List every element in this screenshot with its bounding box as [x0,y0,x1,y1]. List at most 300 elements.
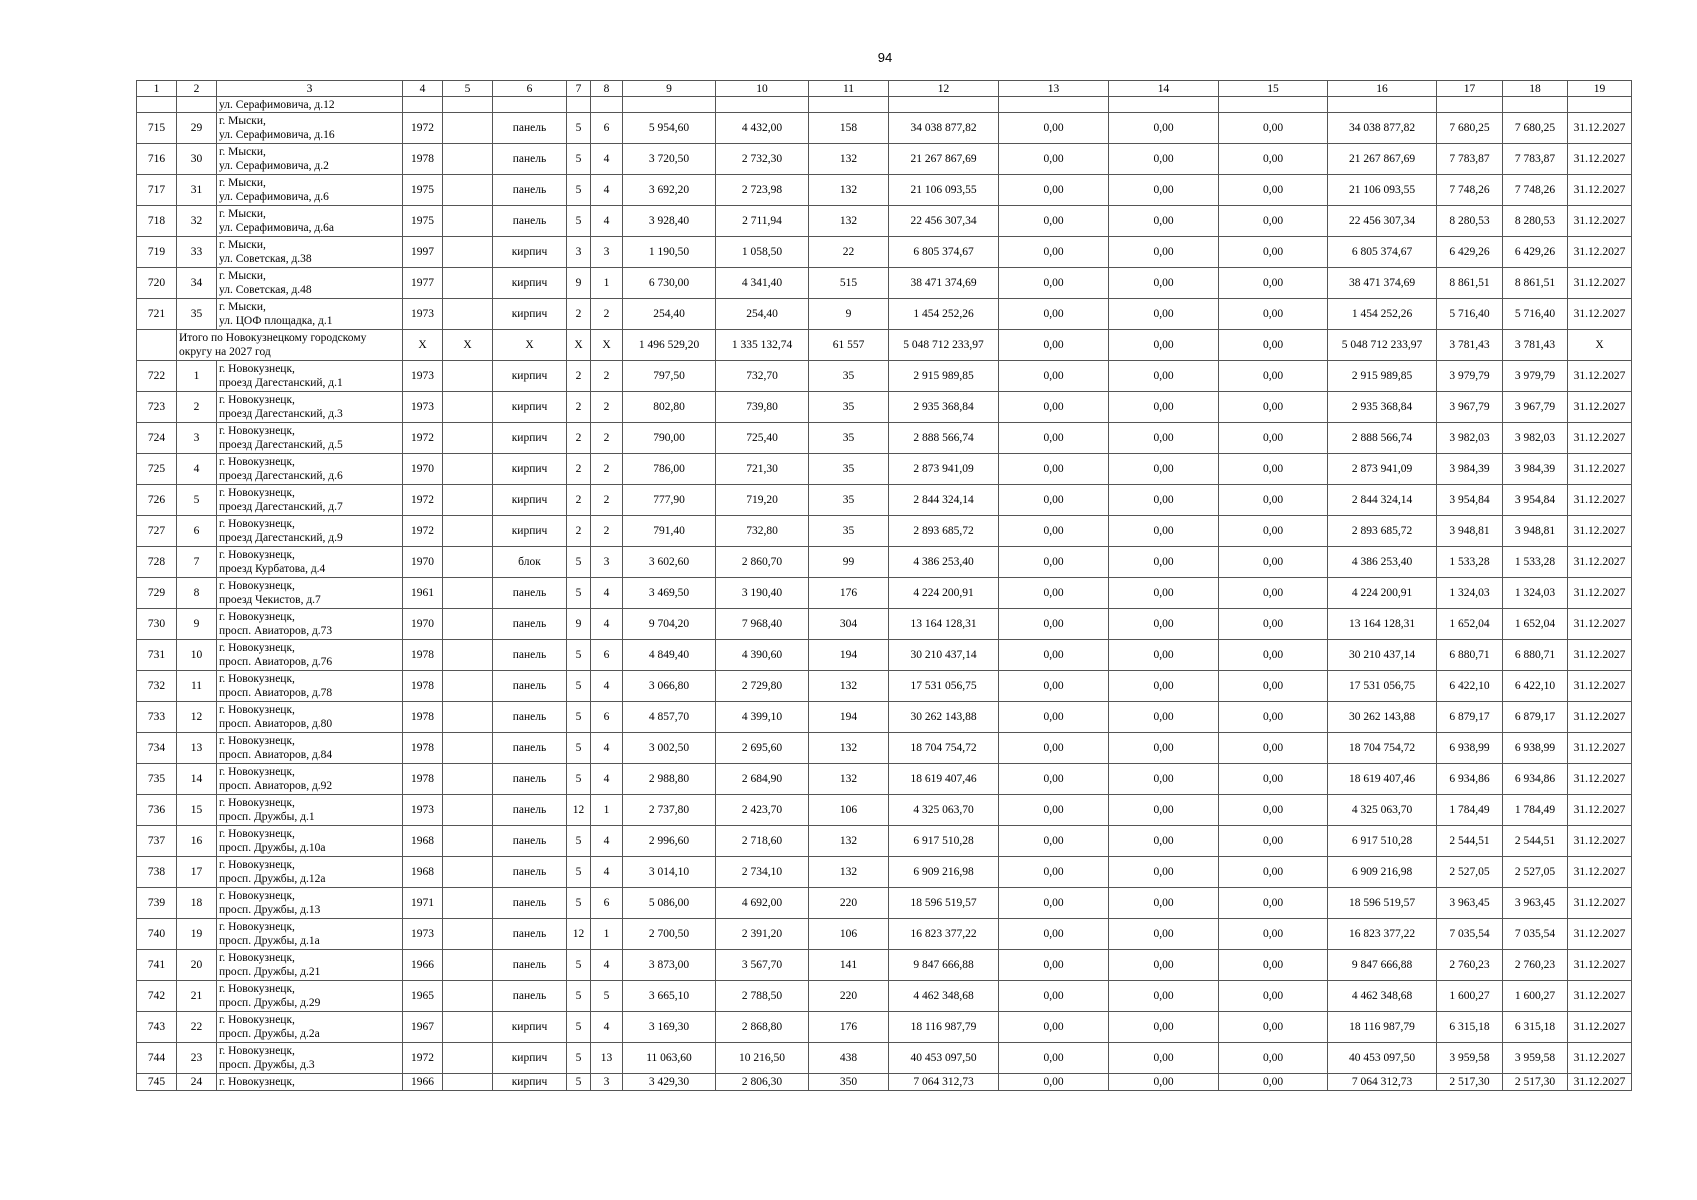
row-number: 725 [137,454,177,485]
entrances: 2 [591,454,623,485]
unit-cost-limit: 8 861,51 [1503,268,1568,299]
row-number: 740 [137,919,177,950]
total-area: 3 602,60 [623,547,716,578]
table-row [137,733,1632,764]
entrances: 3 [591,1074,623,1091]
entrances: 2 [591,392,623,423]
fund-14: 0,00 [1109,144,1219,175]
row-number: 742 [137,981,177,1012]
row-number: 737 [137,826,177,857]
table-row [137,485,1632,516]
wall-material: панель [493,733,567,764]
fund-13: 0,00 [999,516,1109,547]
total-x4: Х [403,330,443,361]
total-area: 6 730,00 [623,268,716,299]
col-5 [443,764,493,795]
repair-cost: 4 325 063,70 [889,795,999,826]
unit-cost-limit: 3 954,84 [1503,485,1568,516]
residents: 132 [809,857,889,888]
fund-13: 0,00 [999,299,1109,330]
address [217,888,403,919]
address-street: просп. Дружбы, д.1 [219,811,315,823]
address [217,795,403,826]
address-city: г. Мыски, [219,270,266,282]
floors: 5 [567,144,591,175]
floors: 2 [567,361,591,392]
address-street: просп. Дружбы, д.2а [219,1028,320,1040]
row-number: 717 [137,175,177,206]
wall-material: панель [493,826,567,857]
wall-material: панель [493,113,567,144]
wall-material: кирпич [493,1012,567,1043]
repair-cost: 40 453 097,50 [889,1043,999,1074]
fund-13: 0,00 [999,702,1109,733]
entrances: 1 [591,268,623,299]
entrances: 2 [591,361,623,392]
total-area: 3 928,40 [623,206,716,237]
table-row [137,764,1632,795]
living-area: 732,80 [716,516,809,547]
total-s: 1 496 529,20 [623,330,716,361]
deadline: 31.12.2027 [1568,578,1632,609]
fund-15: 0,00 [1219,795,1328,826]
col-5 [443,919,493,950]
residents: 132 [809,144,889,175]
fund-14: 0,00 [1109,826,1219,857]
address-city: г. Новокузнецк, [219,580,295,592]
entrances: 6 [591,113,623,144]
total-area: 2 737,80 [623,795,716,826]
col-5 [443,237,493,268]
living-area: 10 216,50 [716,1043,809,1074]
local-number: 15 [177,795,217,826]
residents: 141 [809,950,889,981]
address-city: г. Мыски, [219,146,266,158]
fund-15: 0,00 [1219,578,1328,609]
column-number-19: 19 [1568,81,1632,97]
unit-cost: 2 544,51 [1437,826,1503,857]
total-cost: 40 453 097,50 [1328,1043,1437,1074]
living-area: 2 860,70 [716,547,809,578]
repair-cost: 6 917 510,28 [889,826,999,857]
local-number: 19 [177,919,217,950]
fund-15: 0,00 [1219,1012,1328,1043]
fund-13: 0,00 [999,826,1109,857]
fund-15: 0,00 [1219,1043,1328,1074]
housing-register-table [136,80,1632,1091]
unit-cost-limit: 3 984,39 [1503,454,1568,485]
unit-cost-limit: 7 680,25 [1503,113,1568,144]
fund-14: 0,00 [1109,392,1219,423]
wall-material: блок [493,547,567,578]
build-year: 1970 [403,547,443,578]
unit-cost: 3 963,45 [1437,888,1503,919]
column-number-6: 6 [493,81,567,97]
row-number: 719 [137,237,177,268]
build-year: 1972 [403,423,443,454]
address [217,361,403,392]
wall-material: панель [493,950,567,981]
column-number-3: 3 [217,81,403,97]
total-cost: 4 462 348,68 [1328,981,1437,1012]
address-city: г. Новокузнецк, [219,363,295,375]
living-area: 4 399,10 [716,702,809,733]
table-row [137,578,1632,609]
build-year: 1973 [403,919,443,950]
wall-material: панель [493,981,567,1012]
residents: 9 [809,299,889,330]
floors: 5 [567,764,591,795]
address-street: просп. Дружбы, д.10а [219,842,326,854]
col-5 [443,950,493,981]
entrances: 4 [591,950,623,981]
repair-cost: 30 262 143,88 [889,702,999,733]
address [217,1043,403,1074]
address-city: г. Новокузнецк, [219,549,295,561]
total-cost: 34 038 877,82 [1328,113,1437,144]
floors: 5 [567,733,591,764]
total-cost: 21 106 093,55 [1328,175,1437,206]
build-year: 1966 [403,1074,443,1091]
fund-14: 0,00 [1109,268,1219,299]
fund-15: 0,00 [1219,454,1328,485]
fund-13: 0,00 [999,547,1109,578]
residents: 132 [809,175,889,206]
entrances: 4 [591,206,623,237]
table-row [137,299,1632,330]
total-cost: 2 935 368,84 [1328,392,1437,423]
entrances: 4 [591,764,623,795]
col-5 [443,516,493,547]
deadline: 31.12.2027 [1568,702,1632,733]
wall-material: панель [493,578,567,609]
entrances: 4 [591,857,623,888]
unit-cost: 6 880,71 [1437,640,1503,671]
floors: 5 [567,826,591,857]
floors: 5 [567,175,591,206]
repair-cost: 6 805 374,67 [889,237,999,268]
floors: 2 [567,392,591,423]
floors: 5 [567,981,591,1012]
wall-material: кирпич [493,485,567,516]
unit-cost: 1 784,49 [1437,795,1503,826]
unit-cost-limit: 6 938,99 [1503,733,1568,764]
address [217,640,403,671]
total-area: 3 014,10 [623,857,716,888]
wall-material: панель [493,764,567,795]
floors: 2 [567,516,591,547]
address-city: г. Новокузнецк, [219,983,295,995]
build-year: 1965 [403,981,443,1012]
row-number: 728 [137,547,177,578]
table-row [137,857,1632,888]
residents: 99 [809,547,889,578]
residents: 438 [809,1043,889,1074]
total-area: 3 665,10 [623,981,716,1012]
address-street: проезд Курбатова, д.4 [219,563,326,575]
fund-15: 0,00 [1219,888,1328,919]
total-area: 9 704,20 [623,609,716,640]
fund-14: 0,00 [1109,609,1219,640]
floors: 5 [567,857,591,888]
unit-cost-limit: 7 783,87 [1503,144,1568,175]
deadline: 31.12.2027 [1568,299,1632,330]
total-cost: 18 704 754,72 [1328,733,1437,764]
fund-14: 0,00 [1109,888,1219,919]
unit-cost-limit: 6 315,18 [1503,1012,1568,1043]
local-number: 24 [177,1074,217,1091]
address-street: просп. Авиаторов, д.84 [219,749,333,761]
fund-15: 0,00 [1219,516,1328,547]
wall-material: панель [493,919,567,950]
total-area: 802,80 [623,392,716,423]
fund-14: 0,00 [1109,640,1219,671]
fund-14: 0,00 [1109,919,1219,950]
local-number: 13 [177,733,217,764]
living-area: 2 729,80 [716,671,809,702]
floors: 5 [567,1043,591,1074]
unit-cost: 1 600,27 [1437,981,1503,1012]
row-number: 731 [137,640,177,671]
deadline: 31.12.2027 [1568,454,1632,485]
build-year: 1972 [403,1043,443,1074]
fund-13: 0,00 [999,485,1109,516]
entrances: 4 [591,1012,623,1043]
total-cost: 2 893 685,72 [1328,516,1437,547]
floors: 5 [567,671,591,702]
wall-material: кирпич [493,392,567,423]
unit-cost: 6 879,17 [1437,702,1503,733]
residents: 35 [809,423,889,454]
total-x8: Х [591,330,623,361]
address [217,516,403,547]
build-year: 1978 [403,733,443,764]
floors: 5 [567,702,591,733]
address-city: г. Новокузнецк, [219,704,295,716]
floors: 12 [567,795,591,826]
entrances: 2 [591,299,623,330]
fund-14: 0,00 [1109,206,1219,237]
local-number: 18 [177,888,217,919]
total-cost: 6 805 374,67 [1328,237,1437,268]
fund-14: 0,00 [1109,454,1219,485]
build-year: 1973 [403,795,443,826]
local-number: 9 [177,609,217,640]
wall-material: панель [493,206,567,237]
total-area: 3 066,80 [623,671,716,702]
entrances: 6 [591,888,623,919]
deadline: 31.12.2027 [1568,1043,1632,1074]
col-5 [443,423,493,454]
fund-13: 0,00 [999,175,1109,206]
address-city: г. Новокузнецк, [219,518,295,530]
col-5 [443,981,493,1012]
local-number: 14 [177,764,217,795]
build-year: 1973 [403,361,443,392]
fund-15: 0,00 [1219,237,1328,268]
address-city: г. Новокузнецк, [219,1045,295,1057]
unit-cost: 3 959,58 [1437,1043,1503,1074]
repair-cost: 2 844 324,14 [889,485,999,516]
total-u17: 3 781,43 [1437,330,1503,361]
fund-15: 0,00 [1219,981,1328,1012]
residents: 194 [809,640,889,671]
address [217,237,403,268]
address-street: просп. Дружбы, д.13 [219,904,321,916]
address [217,981,403,1012]
living-area: 2 423,70 [716,795,809,826]
residents: 132 [809,764,889,795]
unit-cost: 3 982,03 [1437,423,1503,454]
table-row [137,1043,1632,1074]
fund-15: 0,00 [1219,733,1328,764]
deadline: 31.12.2027 [1568,795,1632,826]
living-area: 3 190,40 [716,578,809,609]
unit-cost-limit: 1 652,04 [1503,609,1568,640]
address-street: просп. Авиаторов, д.73 [219,625,333,637]
fund-15: 0,00 [1219,547,1328,578]
table-row [137,268,1632,299]
total-cost: 9 847 666,88 [1328,950,1437,981]
total-cost: 30 262 143,88 [1328,702,1437,733]
fund-13: 0,00 [999,206,1109,237]
unit-cost: 1 652,04 [1437,609,1503,640]
wall-material: кирпич [493,423,567,454]
unit-cost-limit: 6 934,86 [1503,764,1568,795]
floors: 5 [567,888,591,919]
fund-15: 0,00 [1219,764,1328,795]
total-area: 3 429,30 [623,1074,716,1091]
fund-15: 0,00 [1219,919,1328,950]
residents: 194 [809,702,889,733]
table-row [137,361,1632,392]
table-row [137,423,1632,454]
address-street: проезд Дагестанский, д.9 [219,532,343,544]
table-row [137,888,1632,919]
fund-13: 0,00 [999,113,1109,144]
deadline: 31.12.2027 [1568,733,1632,764]
local-number: 29 [177,113,217,144]
total-area: 786,00 [623,454,716,485]
table-row [137,609,1632,640]
row-number: 722 [137,361,177,392]
living-area: 2 711,94 [716,206,809,237]
unit-cost: 8 280,53 [1437,206,1503,237]
living-area: 2 684,90 [716,764,809,795]
fund-15: 0,00 [1219,361,1328,392]
unit-cost-limit: 7 748,26 [1503,175,1568,206]
local-number: 31 [177,175,217,206]
table-row [137,516,1632,547]
build-year: 1973 [403,392,443,423]
table-row [137,113,1632,144]
col-5 [443,826,493,857]
living-area: 4 341,40 [716,268,809,299]
row-number: 741 [137,950,177,981]
table-row [137,392,1632,423]
fund-14: 0,00 [1109,795,1219,826]
row-number: 736 [137,795,177,826]
address-city: г. Мыски, [219,208,266,220]
residents: 106 [809,919,889,950]
living-area: 732,70 [716,361,809,392]
address-city: г. Мыски, [219,177,266,189]
table-row [137,1074,1632,1091]
build-year: 1978 [403,671,443,702]
fund-14: 0,00 [1109,1043,1219,1074]
address-street: проезд Дагестанский, д.5 [219,439,343,451]
col-5 [443,454,493,485]
fund-14: 0,00 [1109,1074,1219,1091]
fund-15: 0,00 [1219,392,1328,423]
repair-cost: 2 935 368,84 [889,392,999,423]
deadline: 31.12.2027 [1568,671,1632,702]
residents: 132 [809,826,889,857]
fund-13: 0,00 [999,888,1109,919]
row-number: 739 [137,888,177,919]
entrances: 5 [591,981,623,1012]
address [217,1012,403,1043]
entrances: 3 [591,237,623,268]
total-area: 2 988,80 [623,764,716,795]
address-continuation: ул. Серафимовича, д.12 [217,97,403,113]
unit-cost: 8 861,51 [1437,268,1503,299]
address [217,1074,403,1091]
total-cost: 38 471 374,69 [1328,268,1437,299]
total-area: 5 086,00 [623,888,716,919]
column-number-17: 17 [1437,81,1503,97]
fund-13: 0,00 [999,1043,1109,1074]
fund-14: 0,00 [1109,981,1219,1012]
deadline: 31.12.2027 [1568,423,1632,454]
table-row [137,547,1632,578]
row-number: 720 [137,268,177,299]
address-city: г. Мыски, [219,239,266,251]
total-area: 797,50 [623,361,716,392]
floors: 5 [567,640,591,671]
unit-cost: 2 760,23 [1437,950,1503,981]
unit-cost-limit: 3 979,79 [1503,361,1568,392]
total-area: 3 692,20 [623,175,716,206]
address-city: г. Новокузнецк, [219,828,295,840]
fund-13: 0,00 [999,671,1109,702]
build-year: 1997 [403,237,443,268]
total-cost: 2 888 566,74 [1328,423,1437,454]
unit-cost-limit: 3 948,81 [1503,516,1568,547]
local-number: 35 [177,299,217,330]
row-number: 727 [137,516,177,547]
table-row [137,795,1632,826]
col-5 [443,175,493,206]
repair-cost: 2 873 941,09 [889,454,999,485]
deadline: 31.12.2027 [1568,981,1632,1012]
fund-13: 0,00 [999,733,1109,764]
fund-14: 0,00 [1109,857,1219,888]
unit-cost: 3 984,39 [1437,454,1503,485]
address-city: г. Новокузнецк, [219,1076,295,1088]
fund-15: 0,00 [1219,113,1328,144]
total-z15: 0,00 [1219,330,1328,361]
repair-cost: 16 823 377,22 [889,919,999,950]
wall-material: кирпич [493,1074,567,1091]
address [217,702,403,733]
col-5 [443,609,493,640]
fund-15: 0,00 [1219,1074,1328,1091]
fund-14: 0,00 [1109,547,1219,578]
column-number-16: 16 [1328,81,1437,97]
wall-material: кирпич [493,268,567,299]
total-area: 3 469,50 [623,578,716,609]
